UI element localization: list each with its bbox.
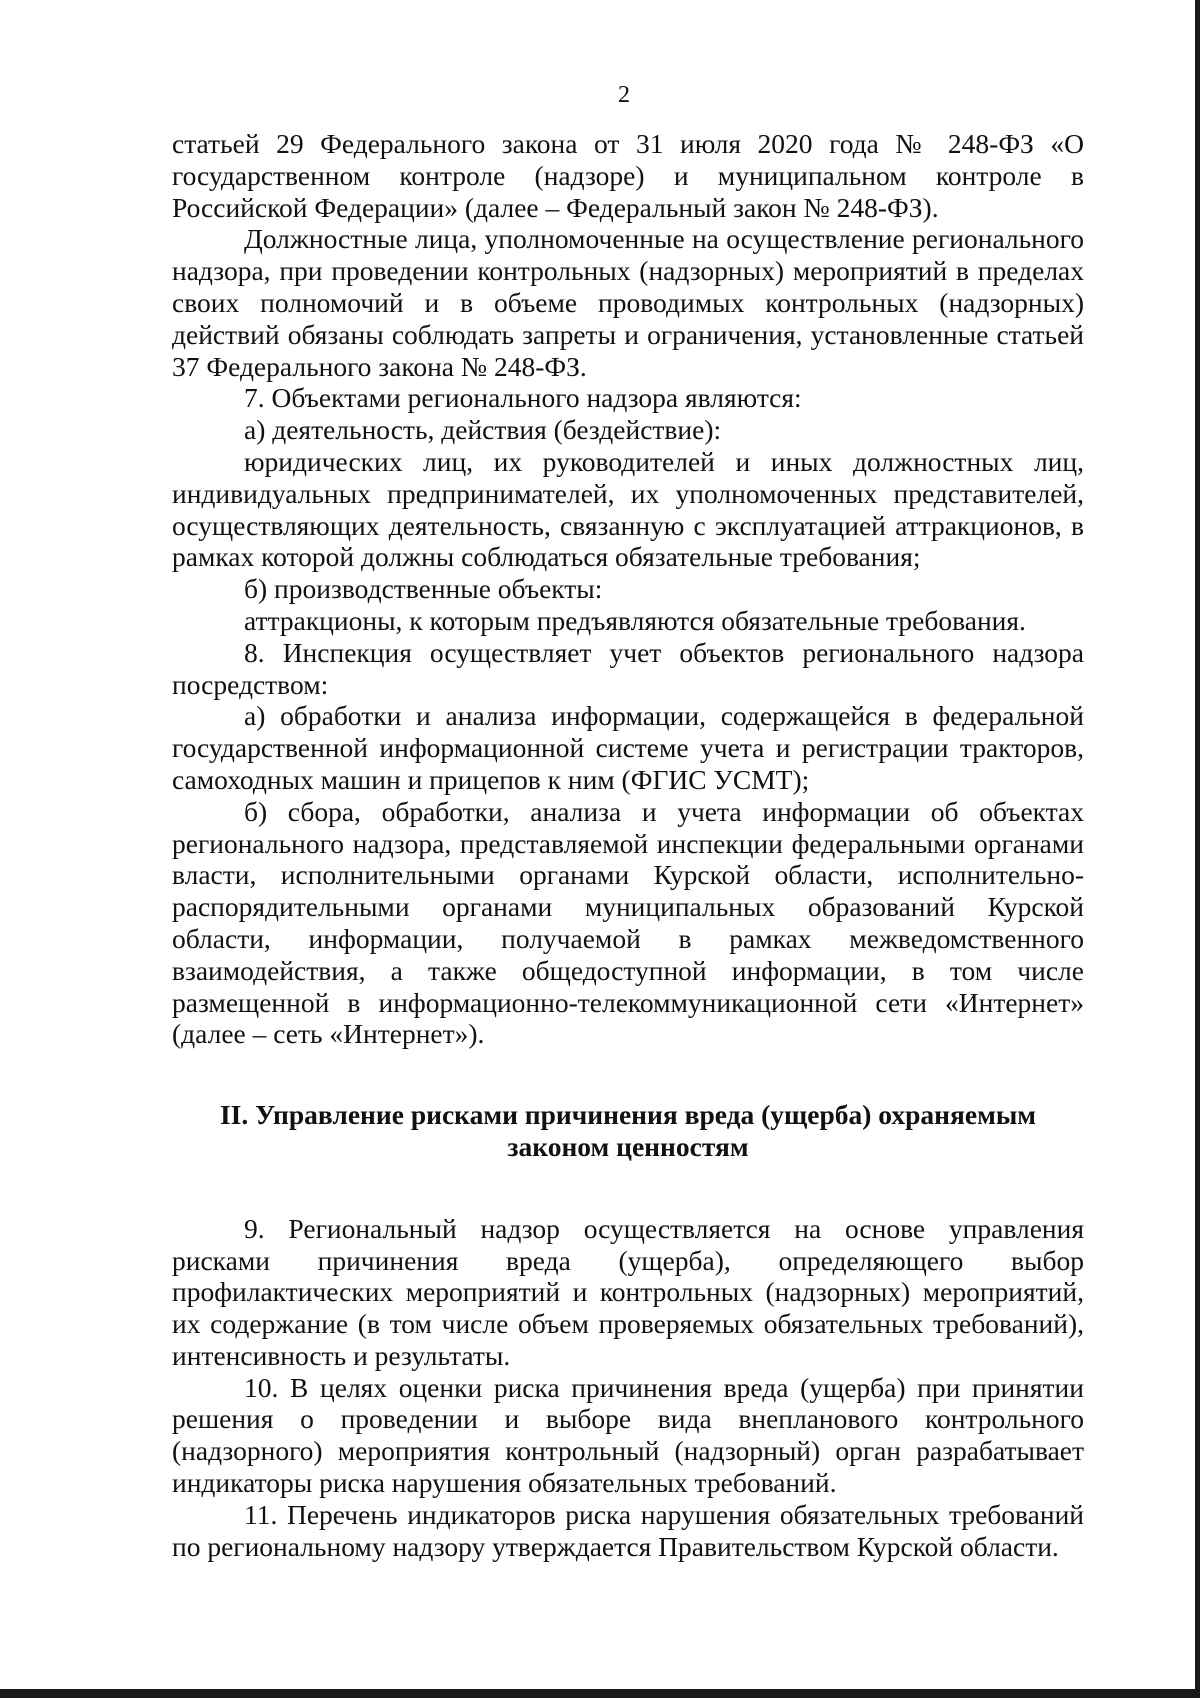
- paragraph-10: 10. В целях оценки риска причинения вреда (ущерба) при принятии решения о проведении и выборе вида внепланового контрольного (надзорного) мероприятия контрольный (надзорный) орган разрабатывает индикаторы риска нарушения обязательных требований.: [172, 1371, 1084, 1499]
- section-heading-line-1: II. Управление рисками причинения вреда (ущерба) охраняемым: [219, 1099, 1037, 1131]
- scan-edge-right: [1195, 0, 1200, 1698]
- paragraph-7: 7. Объектами регионального надзора являются:: [244, 382, 802, 414]
- paragraph-officials: Должностные лица, уполномоченные на осуществление регионального надзора, при проведении контрольных (надзорных) мероприятий в пределах своих полномочий и в объеме проводимых контрольных (надзорных) действий обязаны соблюдать запреты и ограничения, установленные статьей 37 Федерального закона № 248-ФЗ.: [172, 223, 1084, 382]
- paragraph-7a-text: юридических лиц, их руководителей и иных должностных лиц, индивидуальных предпринимателей, их уполномоченных представителей, осуществляющих деятельность, связанную с эксплуатацией аттракционов, в рамках которой должны соблюдаться обязательные требования;: [172, 445, 1084, 573]
- paragraph-intro: статьей 29 Федерального закона от 31 июля 2020 года № 248-ФЗ «О государственном контроле (надзоре) и муниципальном контроле в Российской Федерации» (далее – Федеральный закон № 248-ФЗ).: [172, 128, 1084, 223]
- section-heading-line-2: законом ценностям: [507, 1130, 749, 1162]
- paragraph-8a: а) обработки и анализа информации, содержащейся в федеральной государственной информационной системе учета и регистрации тракторов, самоходных машин и прицепов к ним (ФГИС УСМТ);: [172, 700, 1084, 795]
- section-heading: [172, 1099, 1084, 1163]
- paragraph-8: 8. Инспекция осуществляет учет объектов регионального надзора посредством:: [172, 636, 1084, 700]
- page-number: 2: [618, 82, 630, 108]
- paragraph-7b-text: аттракционы, к которым предъявляются обязательные требования.: [244, 604, 1026, 636]
- paragraph-11: 11. Перечень индикаторов риска нарушения обязательных требований по региональному надзору утверждается Правительством Курской области.: [172, 1498, 1084, 1562]
- paragraph-9: 9. Региональный надзор осуществляется на основе управления рисками причинения вреда (ущерба), определяющего выбор профилактических мероприятий и контрольных (надзорных) мероприятий, их содержание (в том числе объем проверяемых обязательных требований), интенсивность и результаты.: [172, 1212, 1084, 1371]
- paragraph-8b: б) сбора, обработки, анализа и учета информации об объектах регионального надзора, представляемой инспекции федеральными органами власти, исполнительными органами Курской области, исполнительно-распорядительными органами муниципальных образований Курской области, информации, получаемой в рамках межведомственного взаимодействия, а также общедоступной информации, в том числе размещенной в информационно-телекоммуникационной сети «Интернет» (далее – сеть «Интернет»).: [172, 795, 1084, 1050]
- paragraph-7b: б) производственные объекты:: [244, 573, 603, 605]
- paragraph-7a: а) деятельность, действия (бездействие):: [244, 414, 722, 446]
- scan-edge-bottom: [0, 1689, 1200, 1698]
- document-body: [172, 128, 1084, 1562]
